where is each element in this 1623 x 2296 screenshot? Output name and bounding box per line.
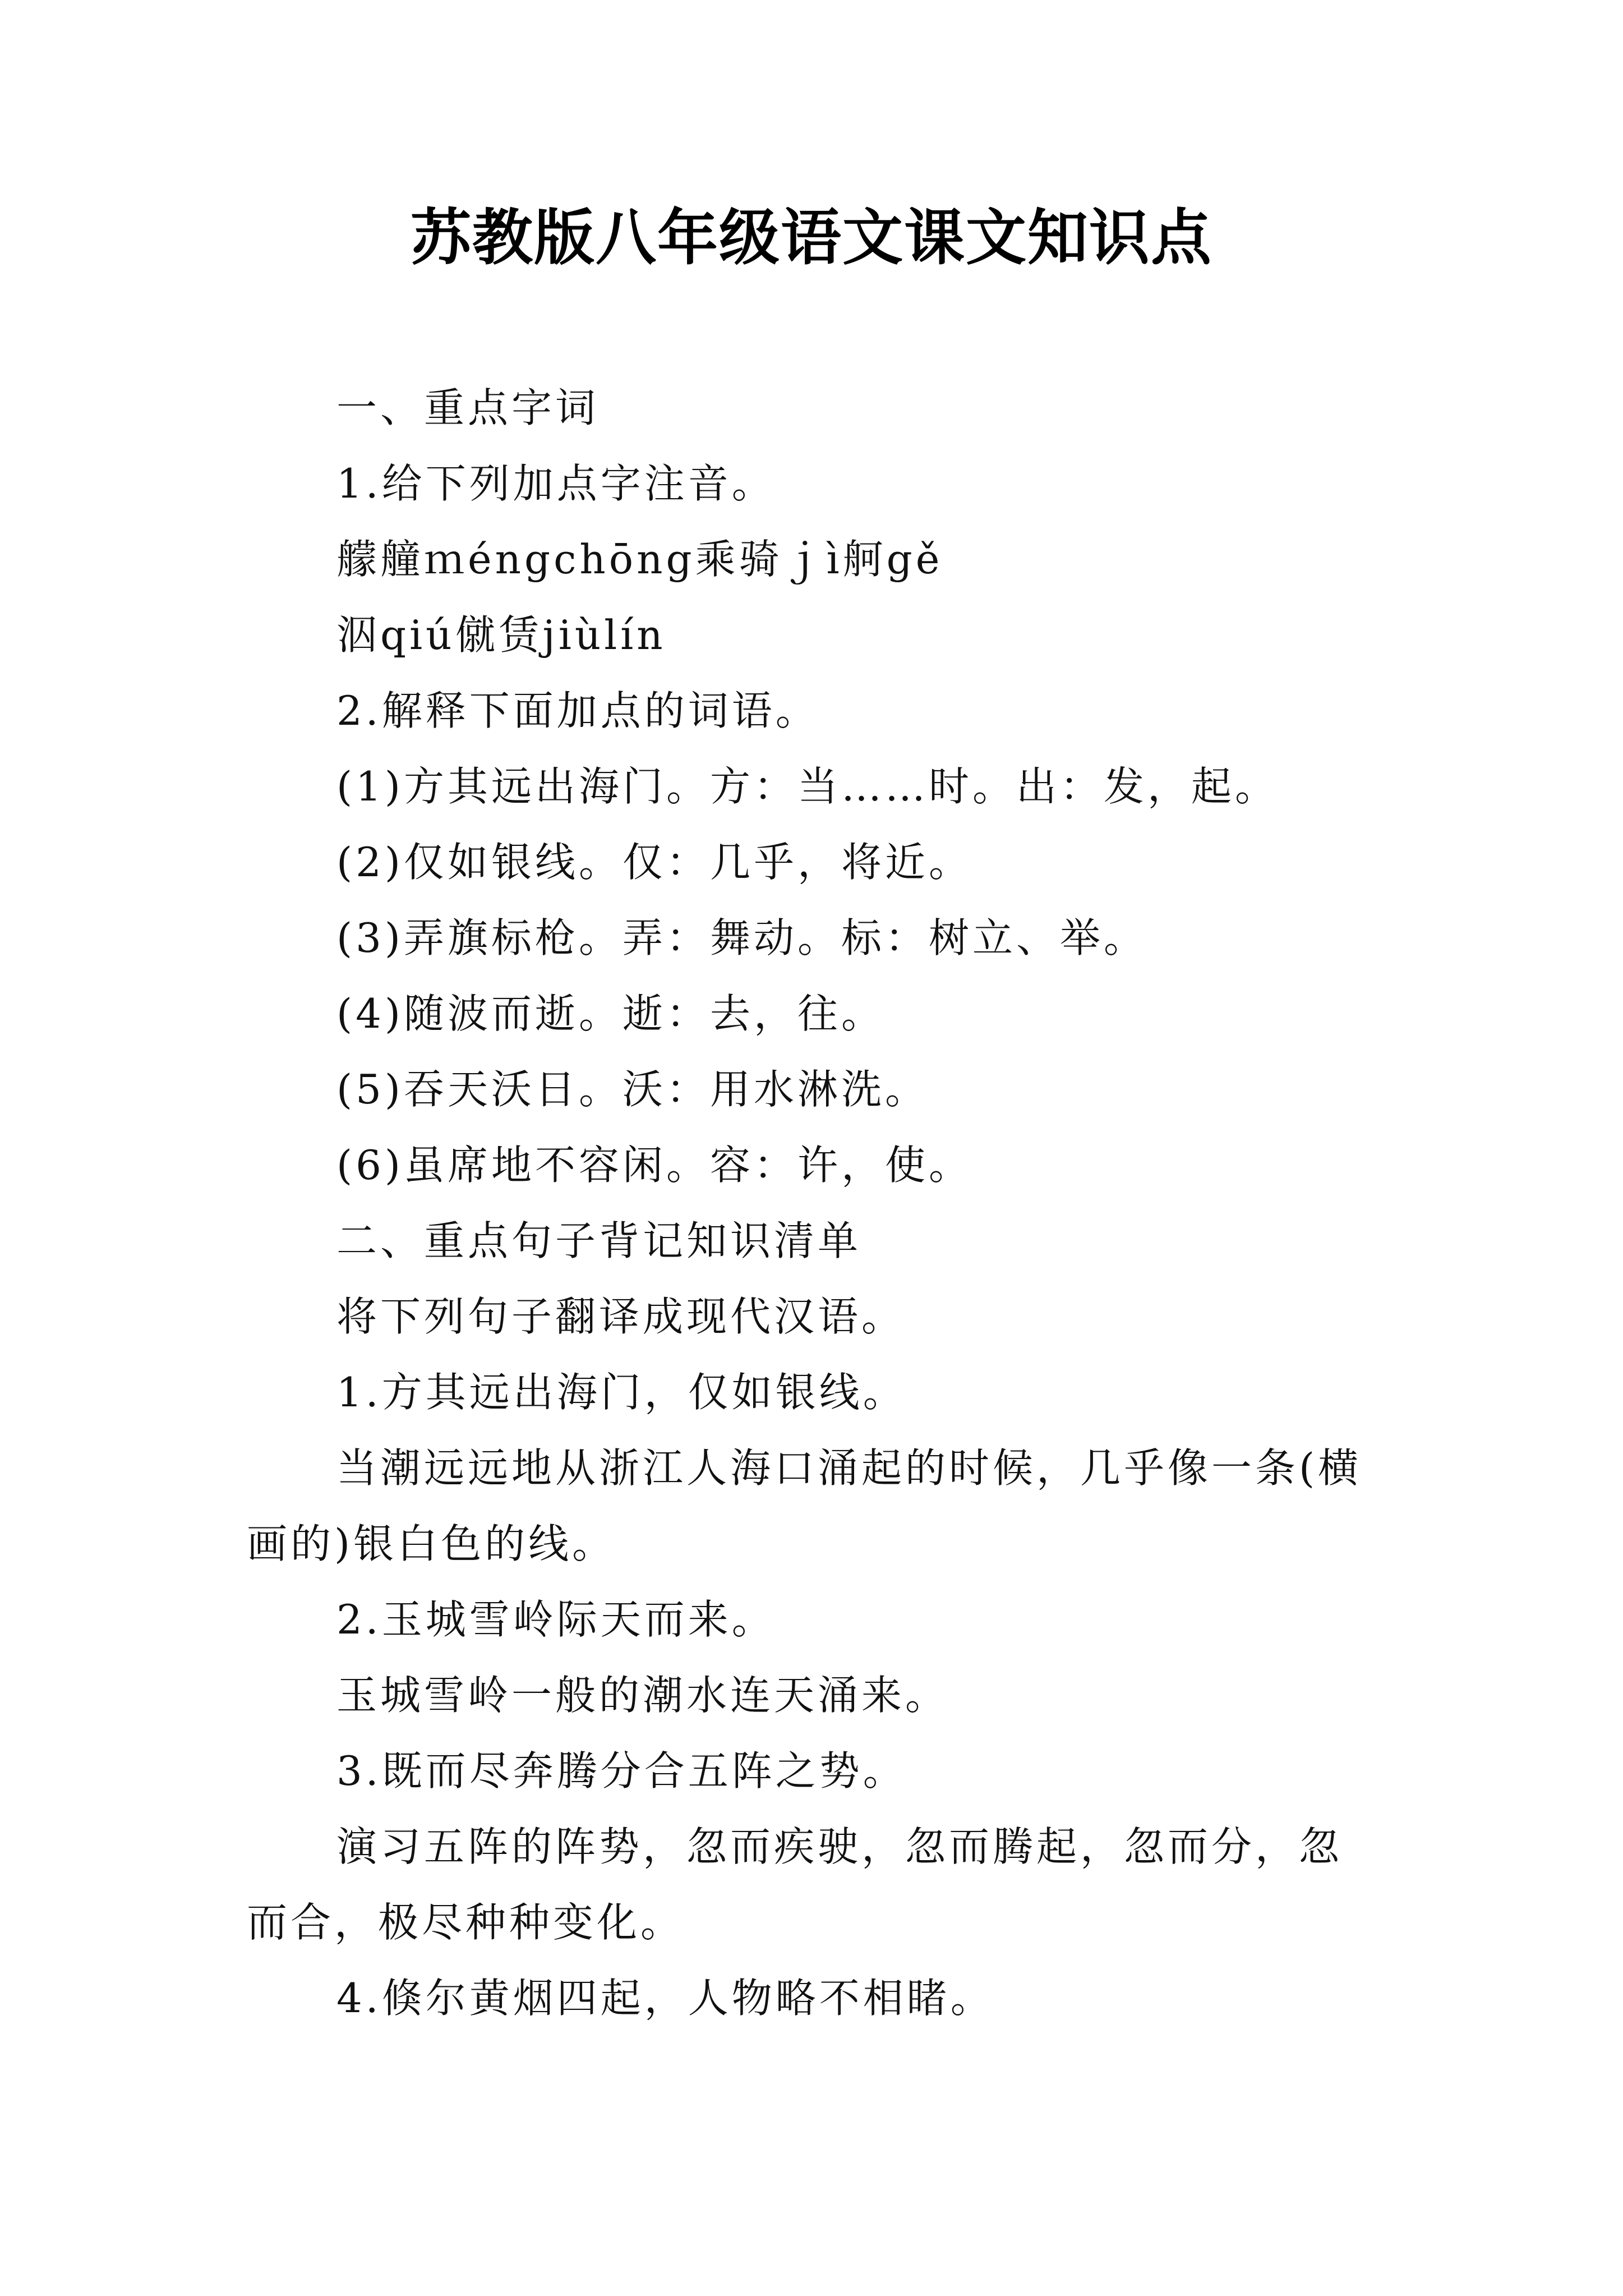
translation-instruction: 将下列句子翻译成现代汉语。 xyxy=(336,1293,906,1340)
sentence-item: 2.玉城雪岭际天而来。 xyxy=(336,1596,776,1643)
document-title: 苏教版八年级语文课文知识点 xyxy=(410,203,1212,273)
explanation-item: (5)吞天沃日。沃：用水淋洗。 xyxy=(336,1066,929,1113)
pinyin-line-2: 泅qiú僦赁jiùlín xyxy=(336,611,666,659)
pinyin-line-1: 艨艟ｍéngchōng乘骑ｊì舸gě xyxy=(336,536,943,583)
explanation-item: (2)仅如银线。仅：几乎，将近。 xyxy=(336,839,972,886)
explanation-item: (3)弄旗标枪。弄：舞动。标：树立、举。 xyxy=(336,914,1147,961)
translation-item: 当潮远远地从浙江人海口涌起的时候，几乎像一条(横画的)银白色的线。 xyxy=(247,1444,1362,1567)
document-body xyxy=(247,370,1380,2036)
explanation-item: (6)虽席地不容闲。容：许，使。 xyxy=(336,1142,972,1189)
question-2-explain: 2.解释下面加点的词语。 xyxy=(336,687,819,734)
translation-item: 玉城雪岭一般的潮水连天涌来。 xyxy=(336,1672,949,1719)
sentence-item: 1.方其远出海门，仅如银线。 xyxy=(336,1369,907,1416)
question-1-pinyin: 1.给下列加点字注音。 xyxy=(336,460,776,507)
sentence-item: 4.倏尔黄烟四起，人物略不相睹。 xyxy=(336,1975,994,2022)
sentence-item: 3.既而尽奔腾分合五阵之势。 xyxy=(336,1747,907,1795)
section-heading-key-sentences: 二、重点句子背记知识清单 xyxy=(336,1217,862,1264)
section-heading-key-words: 一、重点字词 xyxy=(336,384,600,431)
explanation-item: (1)方其远出海门。方：当……时。出：发，起。 xyxy=(336,763,1279,810)
explanation-item: (4)随波而逝。逝：去，往。 xyxy=(336,990,885,1037)
translation-item: 演习五阵的阵势，忽而疾驶，忽而腾起，忽而分，忽而合，极尽种种变化。 xyxy=(247,1823,1343,1946)
